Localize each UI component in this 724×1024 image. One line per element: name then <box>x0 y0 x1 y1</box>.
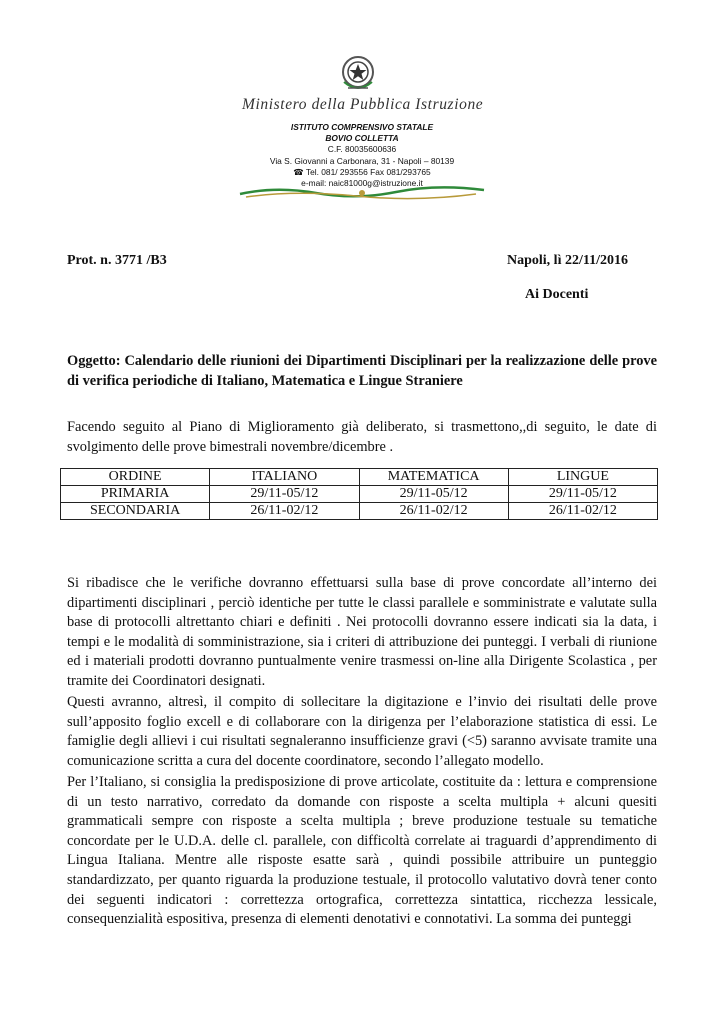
body-paragraph: Questi avranno, altresì, il compito di sollecitare la digitazione e l’invio dei risultati delle prove sull’apposito foglio excell e di collaborare con la dirigenza per l’elaborazione statistica di essi. Le famiglie degli allievi i cui risultati segnaleranno insufficienze gravi (<5) saranno avvisate tramite una comunicazione scritta a cura del docente coordinatore, secondo l’allegato modello. <box>67 694 657 769</box>
table-header-row <box>61 469 658 486</box>
table-cell: 29/11-05/12 <box>210 486 359 503</box>
header-cell: LINGUE <box>508 469 657 486</box>
intro-paragraph: Facendo seguito al Piano di Miglioramento già deliberato, si trasmettono,,di seguito, le date di svolgimento delle prove bimestrali novembre/dicembre . <box>67 419 657 455</box>
table-cell: PRIMARIA <box>61 486 210 503</box>
header-cell: ORDINE <box>61 469 210 486</box>
dates-table <box>60 468 658 520</box>
table-cell: 26/11-02/12 <box>508 503 657 520</box>
letterhead <box>236 52 488 204</box>
ministry-name: Ministero della Pubblica Istruzione <box>242 96 484 113</box>
table-cell: SECONDARIA <box>61 503 210 520</box>
table-cell: 29/11-05/12 <box>508 486 657 503</box>
school-type: ISTITUTO COMPRENSIVO STATALE <box>290 122 434 132</box>
table-cell: 26/11-02/12 <box>210 503 359 520</box>
protocol-number: Prot. n. 3771 /B3 <box>67 253 167 268</box>
body-paragraph: Per l’Italiano, si consiglia la predisposizione di prove articolate, costituite da : lettura e comprensione di un testo narrativo, corredato da domande con risposte a scelta multipla + alcuni quesiti grammaticali sempre con risposte a scelta multipla ; breve produzione testuale su tematiche concordate per le U.D.A. delle cl. parallele, con difficoltà correlate ai traguardi d’apprendimento di Lingua Italiana. Mentre alle risposte esatte sarà , quindi possibile attribuire un punteggio standardizzato, per quanto riguarda la produzione testuale, il protocollo valutativo dovrà tener conto dei seguenti indicatori : correttezza ortografica, correttezza sintattica, ricchezza lessicale, consequenzialità espositiva, presenza di elementi denotativi e connotativi. La somma dei punteggi <box>67 774 657 928</box>
subject-line: Oggetto: Calendario delle riunioni dei Dipartimenti Disciplinari per la realizzazione delle prove di verifica periodiche di Italiano, Matematica e Lingue Straniere <box>67 353 657 389</box>
school-info <box>236 122 488 189</box>
tax-code: C.F. 80035600636 <box>327 144 397 155</box>
school-phone: ☎ Tel. 081/ 293556 Fax 081/293765 <box>293 166 431 177</box>
table-row <box>61 486 658 503</box>
school-address: Via S. Giovanni a Carbonara, 31 - Napoli – 80139 <box>269 155 455 166</box>
recipient: Ai Docenti <box>525 287 589 302</box>
header-cell: MATEMATICA <box>359 469 508 486</box>
body-paragraph: Si ribadisce che le verifiche dovranno effettuarsi sulla base di prove concordate all’interno dei dipartimenti disciplinari , perciò identiche per tutte le classi parallele e somministrate e valutate sulla base di protocolli altrettanto chiari e definiti . Nei protocolli dovranno essere indicati sia la data, i tempi e le modalità di somministrazione, sia i criteri di attribuzione dei punteggi. I verbali di riunione ed i materiali prodotti dovranno puntualmente venire trasmessi on-line alla Dirigente Scolastica , per tramite dei Coordinatori designati. <box>67 575 657 689</box>
table-cell: 26/11-02/12 <box>359 503 508 520</box>
header-cell: ITALIANO <box>210 469 359 486</box>
school-name: BOVIO COLLETTA <box>325 133 399 144</box>
table-cell: 29/11-05/12 <box>359 486 508 503</box>
school-email: e-mail: naic81000g@istruzione.it <box>301 178 423 189</box>
ornament-divider-icon <box>236 184 488 202</box>
table-row <box>61 503 658 520</box>
place-date: Napoli, lì 22/11/2016 <box>507 253 628 268</box>
republic-emblem-icon <box>338 52 378 96</box>
